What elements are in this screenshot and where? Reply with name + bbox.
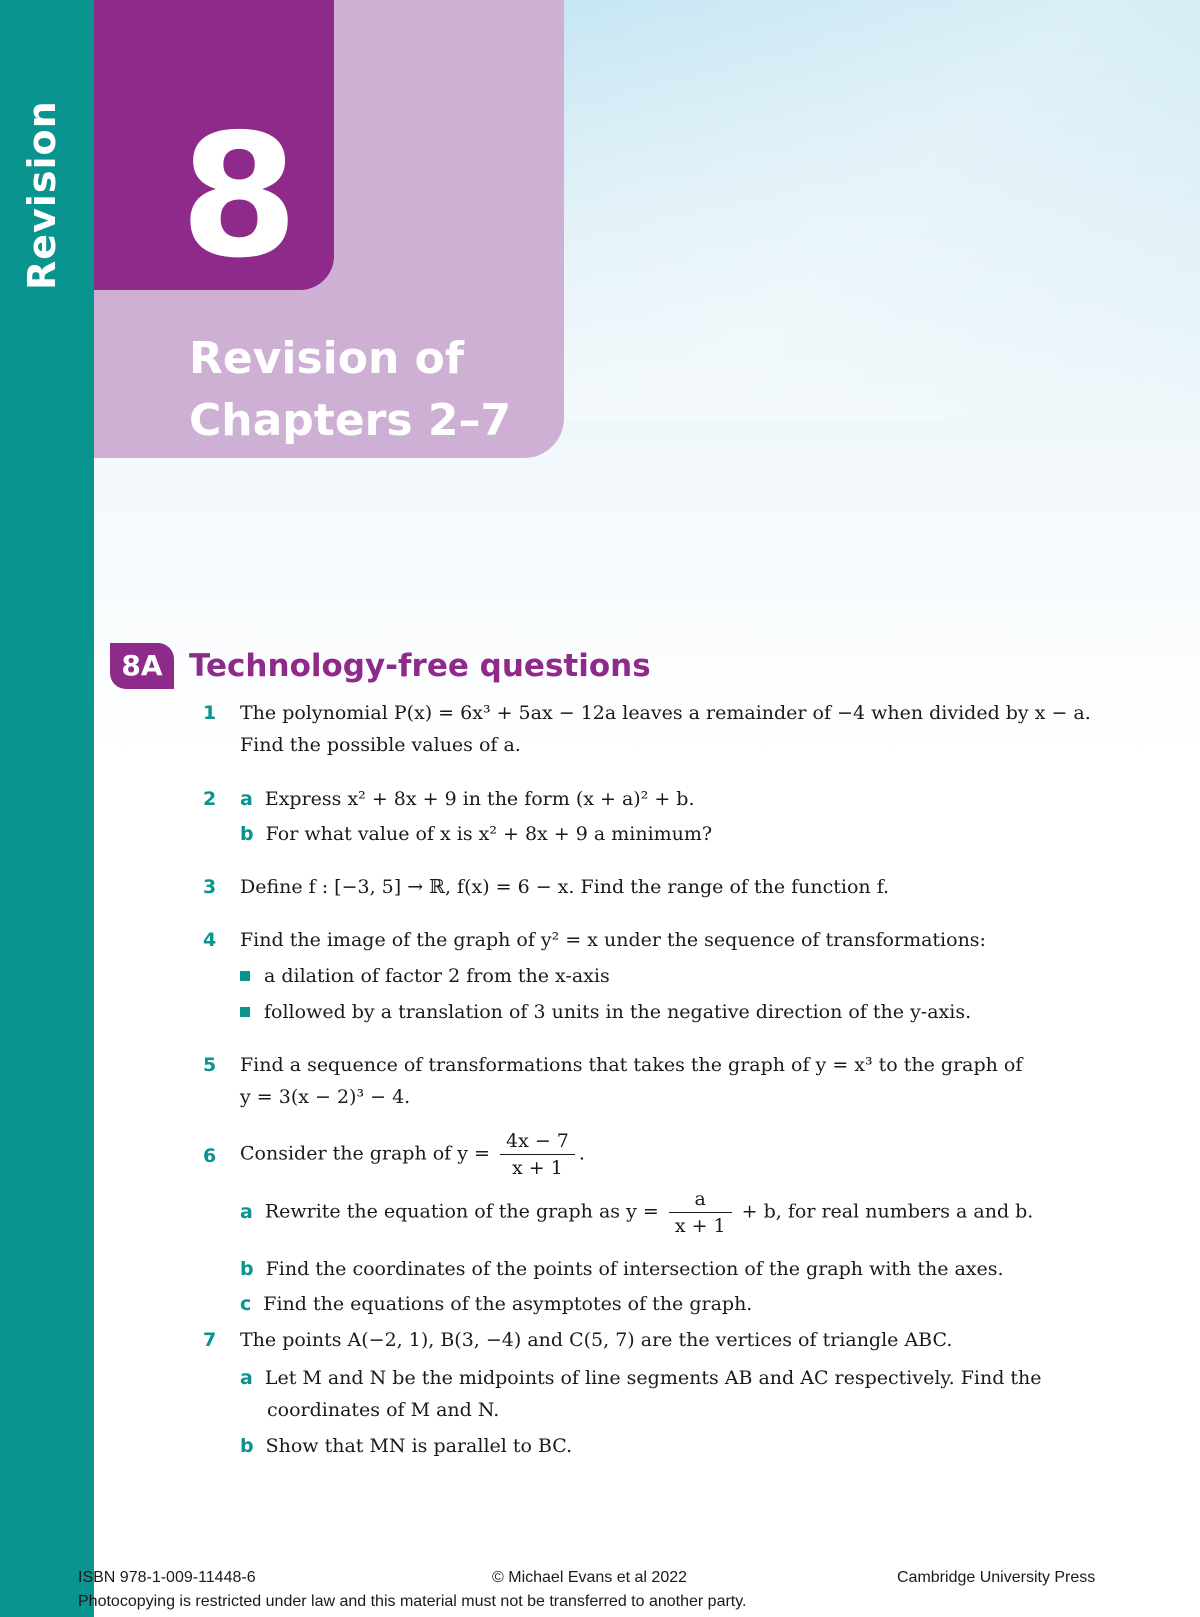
part-text: For what value of x is x² + 8x + 9 a minimum? xyxy=(265,823,713,845)
question-part-b xyxy=(240,1253,1100,1285)
question-text: The points A(−2, 1), B(3, −4) and C(5, 7) are the vertices of triangle ABC. xyxy=(240,1329,953,1351)
question-number: 6 xyxy=(203,1145,217,1167)
footer-isbn: ISBN 978-1-009-11448-6 xyxy=(78,1569,256,1586)
question-text-post: . xyxy=(578,1142,585,1165)
bullet-icon xyxy=(240,971,250,981)
question-part-a xyxy=(240,1362,1100,1394)
part-text-post: + b, for real numbers a and b. xyxy=(741,1200,1034,1223)
question-part-a xyxy=(240,783,1100,815)
footer-notice: Photocopying is restricted under law and this material must not be transferred to another party. xyxy=(78,1593,747,1610)
chapter-number: 8 xyxy=(180,98,299,296)
bullet-text: followed by a translation of 3 units in the negative direction of the y-axis. xyxy=(264,1001,972,1023)
question-text xyxy=(240,1049,1100,1113)
question-number: 4 xyxy=(203,929,217,951)
question-text: Define f : [−3, 5] → ℝ, f(x) = 6 − x. Find the range of the function f. xyxy=(240,876,890,898)
part-label: a xyxy=(240,788,253,810)
bullet-item xyxy=(240,960,1100,992)
fraction-numerator: 4x − 7 xyxy=(500,1128,575,1155)
part-text: coordinates of M and N. xyxy=(267,1399,500,1421)
fraction xyxy=(669,1186,732,1239)
question-number: 1 xyxy=(203,702,217,724)
section-title: Technology-free questions xyxy=(189,648,651,684)
footer-publisher: Cambridge University Press xyxy=(897,1569,1096,1586)
part-text: Let M and N be the midpoints of line segments AB and AC respectively. Find the xyxy=(264,1367,1042,1389)
question-part-a-continued xyxy=(267,1394,1127,1426)
footer-copyright: © Michael Evans et al 2022 xyxy=(492,1569,688,1586)
bullet-item xyxy=(240,996,1100,1028)
fraction-denominator: x + 1 xyxy=(512,1157,563,1179)
question-part-a xyxy=(240,1186,1100,1239)
section-badge: 8A xyxy=(110,643,174,689)
fraction-denominator: x + 1 xyxy=(674,1215,726,1237)
part-label: a xyxy=(240,1200,253,1223)
question-text-pre: Consider the graph of y = xyxy=(240,1142,490,1165)
part-text: Express x² + 8x + 9 in the form (x + a)² + b. xyxy=(264,788,695,810)
question-number: 7 xyxy=(203,1329,217,1351)
question-part-b xyxy=(240,1430,1100,1462)
question-line: Find a sequence of transformations that takes the graph of y = x³ to the graph of xyxy=(240,1054,1023,1076)
part-label: a xyxy=(240,1367,253,1389)
question-number: 2 xyxy=(203,788,217,810)
part-text: Find the coordinates of the points of intersection of the graph with the axes. xyxy=(265,1258,1004,1280)
question-line: y = 3(x − 2)³ − 4. xyxy=(240,1086,411,1108)
header-background-highlight xyxy=(560,0,1200,420)
chapter-title-line2: Chapters 2–7 xyxy=(189,395,512,446)
part-label: b xyxy=(240,1435,254,1457)
question-line: The polynomial P(x) = 6x³ + 5ax − 12a leaves a remainder of −4 when divided by x − a. xyxy=(240,702,1091,724)
question-text: Find the image of the graph of y² = x under the sequence of transformations: xyxy=(240,929,986,951)
side-tab xyxy=(0,0,94,1617)
part-text-pre: Rewrite the equation of the graph as y = xyxy=(264,1200,659,1223)
question-line: Find the possible values of a. xyxy=(240,734,521,756)
question-text xyxy=(240,1128,1100,1181)
fraction-numerator: a xyxy=(669,1186,732,1213)
fraction xyxy=(500,1128,575,1181)
question-number: 5 xyxy=(203,1054,217,1076)
question-number: 3 xyxy=(203,876,217,898)
chapter-title-line1: Revision of xyxy=(189,333,464,384)
question-part-c xyxy=(240,1288,1100,1320)
chapter-title xyxy=(189,328,511,452)
bullet-icon xyxy=(240,1007,250,1017)
part-label: b xyxy=(240,823,254,845)
question-text xyxy=(240,697,1100,761)
part-text: Show that MN is parallel to BC. xyxy=(265,1435,573,1457)
part-label: c xyxy=(240,1293,252,1315)
part-label: b xyxy=(240,1258,254,1280)
question-part-b xyxy=(240,818,1100,850)
side-tab-label: Revision xyxy=(20,100,64,290)
part-text: Find the equations of the asymptotes of the graph. xyxy=(263,1293,753,1315)
bullet-text: a dilation of factor 2 from the x-axis xyxy=(264,965,610,987)
